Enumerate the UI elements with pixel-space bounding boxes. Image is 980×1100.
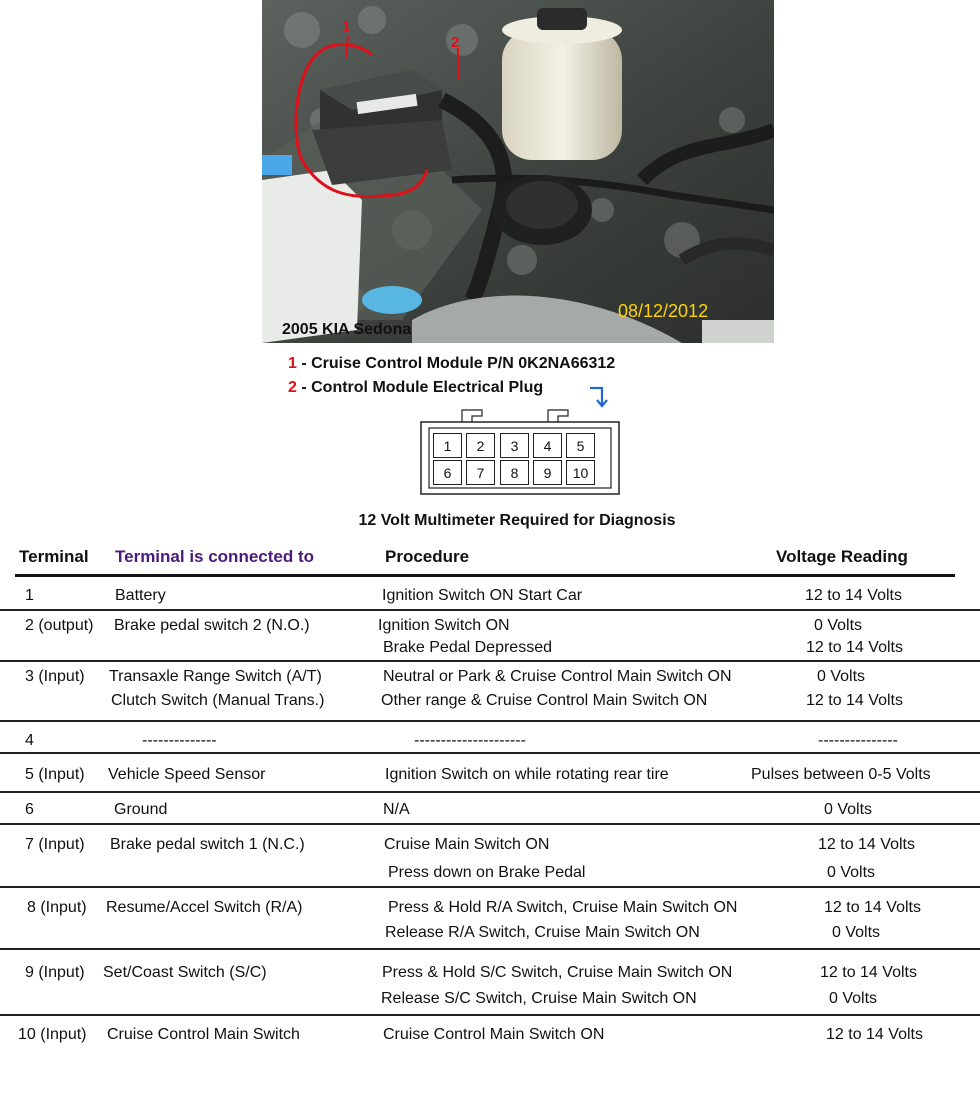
legend-text: - Cruise Control Module P/N 0K2NA66312 — [296, 355, 616, 372]
cell-connected: Brake pedal switch 1 (N.C.) — [110, 836, 305, 853]
connector-pin: 3 — [500, 433, 529, 458]
cell-voltage: 0 Volts — [827, 864, 876, 881]
row-divider — [0, 609, 980, 611]
cell-procedure: Release S/C Switch, Cruise Main Switch ON — [381, 990, 697, 1007]
header-voltage-reading: Voltage Reading — [776, 547, 908, 566]
legend-number: 2 — [288, 379, 297, 396]
marker-2-label: 2 — [451, 34, 460, 51]
cell-voltage: Pulses between 0-5 Volts — [751, 766, 931, 783]
connector-pin: 4 — [533, 433, 562, 458]
legend-item-module — [288, 355, 615, 373]
cell-procedure: N/A — [383, 801, 410, 818]
row-divider — [0, 823, 980, 825]
cell-connected: Vehicle Speed Sensor — [108, 766, 266, 783]
header-procedure: Procedure — [385, 547, 470, 566]
cell-terminal: 7 (Input) — [25, 836, 85, 853]
cell-procedure: Neutral or Park & Cruise Control Main Switch ON — [383, 668, 732, 685]
row-divider — [0, 948, 980, 950]
cruise-module-shape — [312, 70, 452, 185]
cell-procedure: Release R/A Switch, Cruise Main Switch ON — [385, 924, 700, 941]
cell-connected: Set/Coast Switch (S/C) — [103, 964, 267, 981]
diagnosis-title: 12 Volt Multimeter Required for Diagnosis — [358, 512, 676, 529]
connector-pin: 7 — [466, 460, 495, 485]
cell-procedure: Ignition Switch ON Start Car — [382, 587, 583, 604]
cell-voltage: 0 Volts — [814, 617, 863, 634]
cell-voltage: 12 to 14 Volts — [806, 639, 903, 656]
cell-connected: Clutch Switch (Manual Trans.) — [111, 692, 325, 709]
cell-procedure: Cruise Main Switch ON — [384, 836, 550, 853]
cell-voltage: 0 Volts — [817, 668, 866, 685]
row-divider — [0, 752, 980, 754]
row-divider — [0, 1014, 980, 1016]
cell-connected: Ground — [114, 801, 168, 818]
connector-pin: 9 — [533, 460, 562, 485]
row-divider — [0, 886, 980, 888]
cell-voltage: 12 to 14 Volts — [818, 836, 915, 853]
legend-number: 1 — [288, 355, 297, 372]
cell-terminal: 9 (Input) — [25, 964, 85, 981]
cell-procedure: Ignition Switch on while rotating rear tire — [385, 766, 669, 783]
legend-item-plug — [288, 379, 543, 397]
cell-voltage: 12 to 14 Volts — [820, 964, 917, 981]
reservoir-shape — [502, 8, 622, 160]
marker-1-label: 1 — [342, 18, 351, 35]
cell-voltage: 12 to 14 Volts — [826, 1026, 923, 1043]
cell-terminal: 6 — [25, 801, 34, 818]
cell-connected: Brake pedal switch 2 (N.O.) — [114, 617, 310, 634]
photo-date-stamp: 08/12/2012 — [618, 301, 709, 321]
cell-procedure: --------------------- — [414, 732, 526, 749]
cell-procedure: Other range & Cruise Control Main Switch ON — [381, 692, 708, 709]
cell-connected: Battery — [115, 587, 166, 604]
cell-procedure: Ignition Switch ON — [378, 617, 510, 634]
cell-terminal: 4 — [25, 732, 34, 749]
cell-procedure: Cruise Control Main Switch ON — [383, 1026, 605, 1043]
cell-procedure: Press & Hold R/A Switch, Cruise Main Switch ON — [388, 899, 738, 916]
cell-voltage: --------------- — [818, 732, 898, 749]
cell-voltage: 12 to 14 Volts — [806, 692, 903, 709]
car-title: 2005 KIA Sedona — [282, 321, 412, 338]
cell-connected: Cruise Control Main Switch — [107, 1026, 300, 1043]
cell-voltage: 0 Volts — [829, 990, 878, 1007]
header-terminal: Terminal — [19, 547, 89, 566]
cell-voltage: 12 to 14 Volts — [805, 587, 902, 604]
cell-terminal: 10 (Input) — [18, 1026, 87, 1043]
cell-terminal: 8 (Input) — [27, 899, 87, 916]
cell-procedure: Press & Hold S/C Switch, Cruise Main Switch ON — [382, 964, 733, 981]
cell-terminal: 5 (Input) — [25, 766, 85, 783]
cell-voltage: 0 Volts — [824, 801, 873, 818]
connector-pin: 1 — [433, 433, 462, 458]
legend-text: - Control Module Electrical Plug — [296, 379, 544, 396]
engine-bay-illustration — [262, 0, 774, 343]
connector-pin: 5 — [566, 433, 595, 458]
connector-pin: 10 — [566, 460, 595, 485]
cell-procedure: Press down on Brake Pedal — [388, 864, 586, 881]
cell-terminal: 1 — [25, 587, 34, 604]
cell-procedure: Brake Pedal Depressed — [383, 639, 552, 656]
engine-bay-photo — [262, 0, 774, 343]
connector-pin: 2 — [466, 433, 495, 458]
cell-connected: -------------- — [142, 732, 217, 749]
connector-diagram — [420, 404, 620, 496]
cell-connected: Resume/Accel Switch (R/A) — [106, 899, 303, 916]
row-divider — [0, 791, 980, 793]
connector-pin: 8 — [500, 460, 529, 485]
header-connected-to: Terminal is connected to — [115, 547, 315, 566]
cell-terminal: 2 (output) — [25, 617, 94, 634]
cell-voltage: 12 to 14 Volts — [824, 899, 921, 916]
cell-terminal: 3 (Input) — [25, 668, 85, 685]
row-divider — [0, 720, 980, 722]
cell-voltage: 0 Volts — [832, 924, 881, 941]
header-divider — [15, 574, 955, 577]
row-divider — [0, 660, 980, 662]
cell-connected: Transaxle Range Switch (A/T) — [109, 668, 322, 685]
connector-pin: 6 — [433, 460, 462, 485]
